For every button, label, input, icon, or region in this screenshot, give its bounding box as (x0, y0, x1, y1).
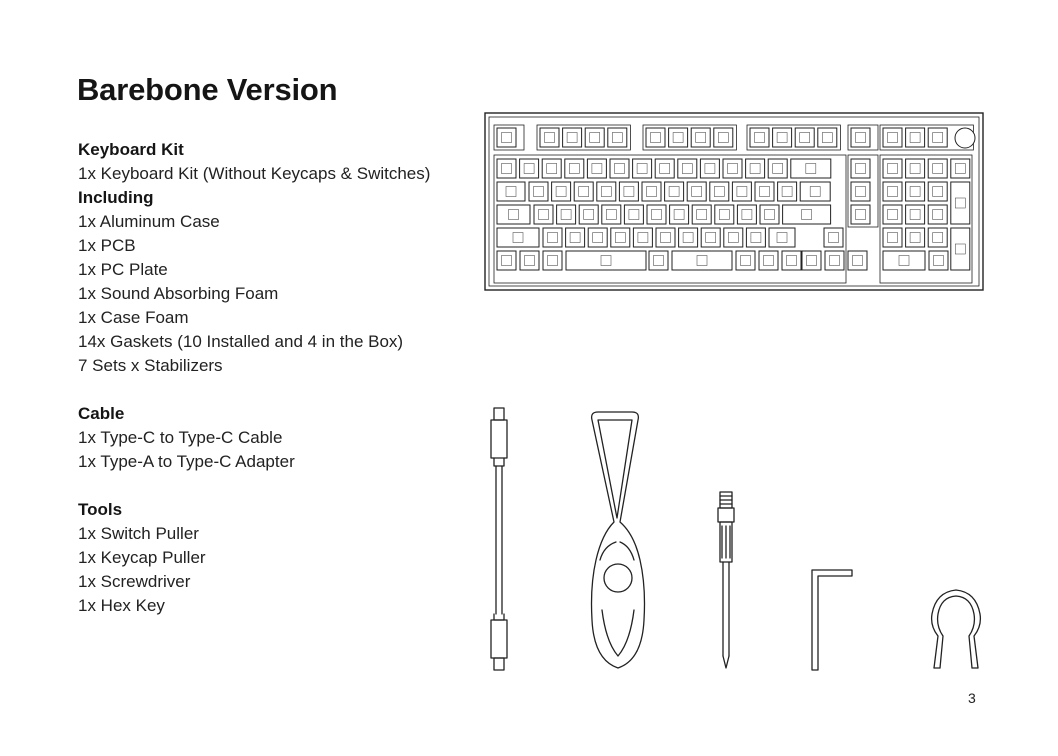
key-switch (543, 228, 562, 247)
key-switch (672, 251, 732, 270)
key-switch (782, 251, 801, 270)
key-switch (647, 205, 666, 224)
key-switch (824, 228, 843, 247)
key-switch (542, 159, 561, 178)
key-switch (928, 159, 947, 178)
key-switch (679, 228, 698, 247)
key-switch (848, 251, 867, 270)
key-switch (665, 182, 684, 201)
key-switch (557, 205, 576, 224)
key-switch (883, 159, 902, 178)
key-switch (768, 159, 787, 178)
key-switch (773, 128, 792, 147)
key-switch (906, 159, 925, 178)
key-switch (928, 228, 947, 247)
key-switch (759, 251, 778, 270)
tools-section (78, 498, 206, 618)
key-switch (520, 251, 539, 270)
key-switch (791, 159, 831, 178)
key-switch (783, 205, 831, 224)
key-switch (818, 128, 837, 147)
keyboard-kit-section (78, 138, 430, 378)
keyboard-kit-illustration (484, 112, 984, 292)
key-switch (951, 182, 970, 224)
list-item: 1x Screwdriver (78, 572, 191, 591)
list-item: 1x Type-C to Type-C Cable (78, 428, 283, 447)
key-switch (795, 128, 814, 147)
key-switch (678, 159, 697, 178)
switch-puller-illustration (926, 586, 986, 676)
key-switch (565, 159, 584, 178)
key-switch (597, 182, 616, 201)
key-switch (951, 159, 970, 178)
screwdriver-illustration (711, 488, 741, 672)
key-switch (611, 228, 630, 247)
list-item: 14x Gaskets (10 Installed and 4 in the Box) (78, 332, 404, 351)
key-switch (737, 205, 756, 224)
key-switch (520, 159, 539, 178)
key-switch (778, 182, 797, 201)
key-switch (750, 128, 769, 147)
key-switch (732, 182, 751, 201)
key-switch (906, 205, 925, 224)
key-switch (642, 182, 661, 201)
key-switch (579, 205, 598, 224)
key-switch (534, 205, 553, 224)
key-switch (566, 251, 646, 270)
key-switch (610, 159, 629, 178)
key-switch (655, 159, 674, 178)
key-switch (624, 205, 643, 224)
key-switch (746, 159, 765, 178)
key-switch (769, 228, 795, 247)
key-switch (691, 128, 710, 147)
key-switch (692, 205, 711, 224)
key-switch (760, 205, 779, 224)
list-item: 1x Keyboard Kit (Without Keycaps & Switches) (78, 164, 431, 183)
key-switch (851, 128, 870, 147)
key-switch (540, 128, 559, 147)
key-switch (497, 159, 516, 178)
knob (955, 128, 975, 148)
list-item: 1x Keycap Puller (78, 548, 206, 567)
key-switch (646, 128, 665, 147)
key-switch (587, 159, 606, 178)
list-item: 1x Case Foam (78, 308, 189, 327)
list-item: 1x Aluminum Case (78, 212, 220, 231)
key-switch (906, 228, 925, 247)
key-switch (755, 182, 774, 201)
list-item: 1x Type-A to Type-C Adapter (78, 452, 295, 471)
key-switch (687, 182, 706, 201)
key-switch (883, 251, 925, 270)
key-switch (825, 251, 844, 270)
key-switch (883, 228, 902, 247)
key-switch (529, 182, 548, 201)
key-switch (928, 128, 947, 147)
key-switch (633, 159, 652, 178)
list-item: 1x Hex Key (78, 596, 165, 615)
key-switch (619, 182, 638, 201)
key-switch (670, 205, 689, 224)
type-c-cable-illustration (484, 404, 516, 674)
key-switch (656, 228, 675, 247)
key-switch (649, 251, 668, 270)
key-switch (851, 159, 870, 178)
keycap-puller-illustration (584, 410, 654, 674)
key-switch (929, 251, 948, 270)
key-switch (736, 251, 755, 270)
key-switch (851, 182, 870, 201)
list-item: 7 Sets x Stabilizers (78, 356, 223, 375)
key-switch (802, 251, 821, 270)
list-item: 1x PCB (78, 236, 136, 255)
key-switch (724, 228, 743, 247)
key-switch (497, 251, 516, 270)
tools-heading: Tools (78, 500, 123, 519)
key-switch (883, 205, 902, 224)
page-number: 3 (968, 690, 976, 706)
key-switch (588, 228, 607, 247)
key-switch (497, 128, 516, 147)
key-switch (608, 128, 627, 147)
cable-section (78, 402, 295, 474)
key-switch (883, 128, 902, 147)
hex-key-illustration (808, 566, 858, 674)
key-switch (602, 205, 621, 224)
key-switch (563, 128, 582, 147)
key-switch (497, 205, 530, 224)
key-switch (906, 182, 925, 201)
key-switch (928, 205, 947, 224)
cable-heading: Cable (78, 404, 125, 423)
key-switch (883, 182, 902, 201)
key-switch (543, 251, 562, 270)
key-switch (566, 228, 585, 247)
list-item: 1x Sound Absorbing Foam (78, 284, 279, 303)
key-switch (715, 205, 734, 224)
list-item: 1x PC Plate (78, 260, 168, 279)
including-heading: Including (78, 188, 154, 207)
key-switch (669, 128, 688, 147)
key-switch (633, 228, 652, 247)
key-switch (723, 159, 742, 178)
key-switch (700, 159, 719, 178)
key-switch (746, 228, 765, 247)
key-switch (497, 182, 525, 201)
key-switch (497, 228, 539, 247)
key-switch (714, 128, 733, 147)
page-title: Barebone Version (77, 72, 338, 107)
key-switch (906, 128, 925, 147)
key-switch (800, 182, 830, 201)
list-item: 1x Switch Puller (78, 524, 199, 543)
key-switch (574, 182, 593, 201)
key-switch (585, 128, 604, 147)
keyboard-kit-heading: Keyboard Kit (78, 140, 184, 159)
key-switch (701, 228, 720, 247)
key-switch (851, 205, 870, 224)
key-switch (951, 228, 970, 270)
key-switch (928, 182, 947, 201)
key-switch (552, 182, 571, 201)
key-switch (710, 182, 729, 201)
